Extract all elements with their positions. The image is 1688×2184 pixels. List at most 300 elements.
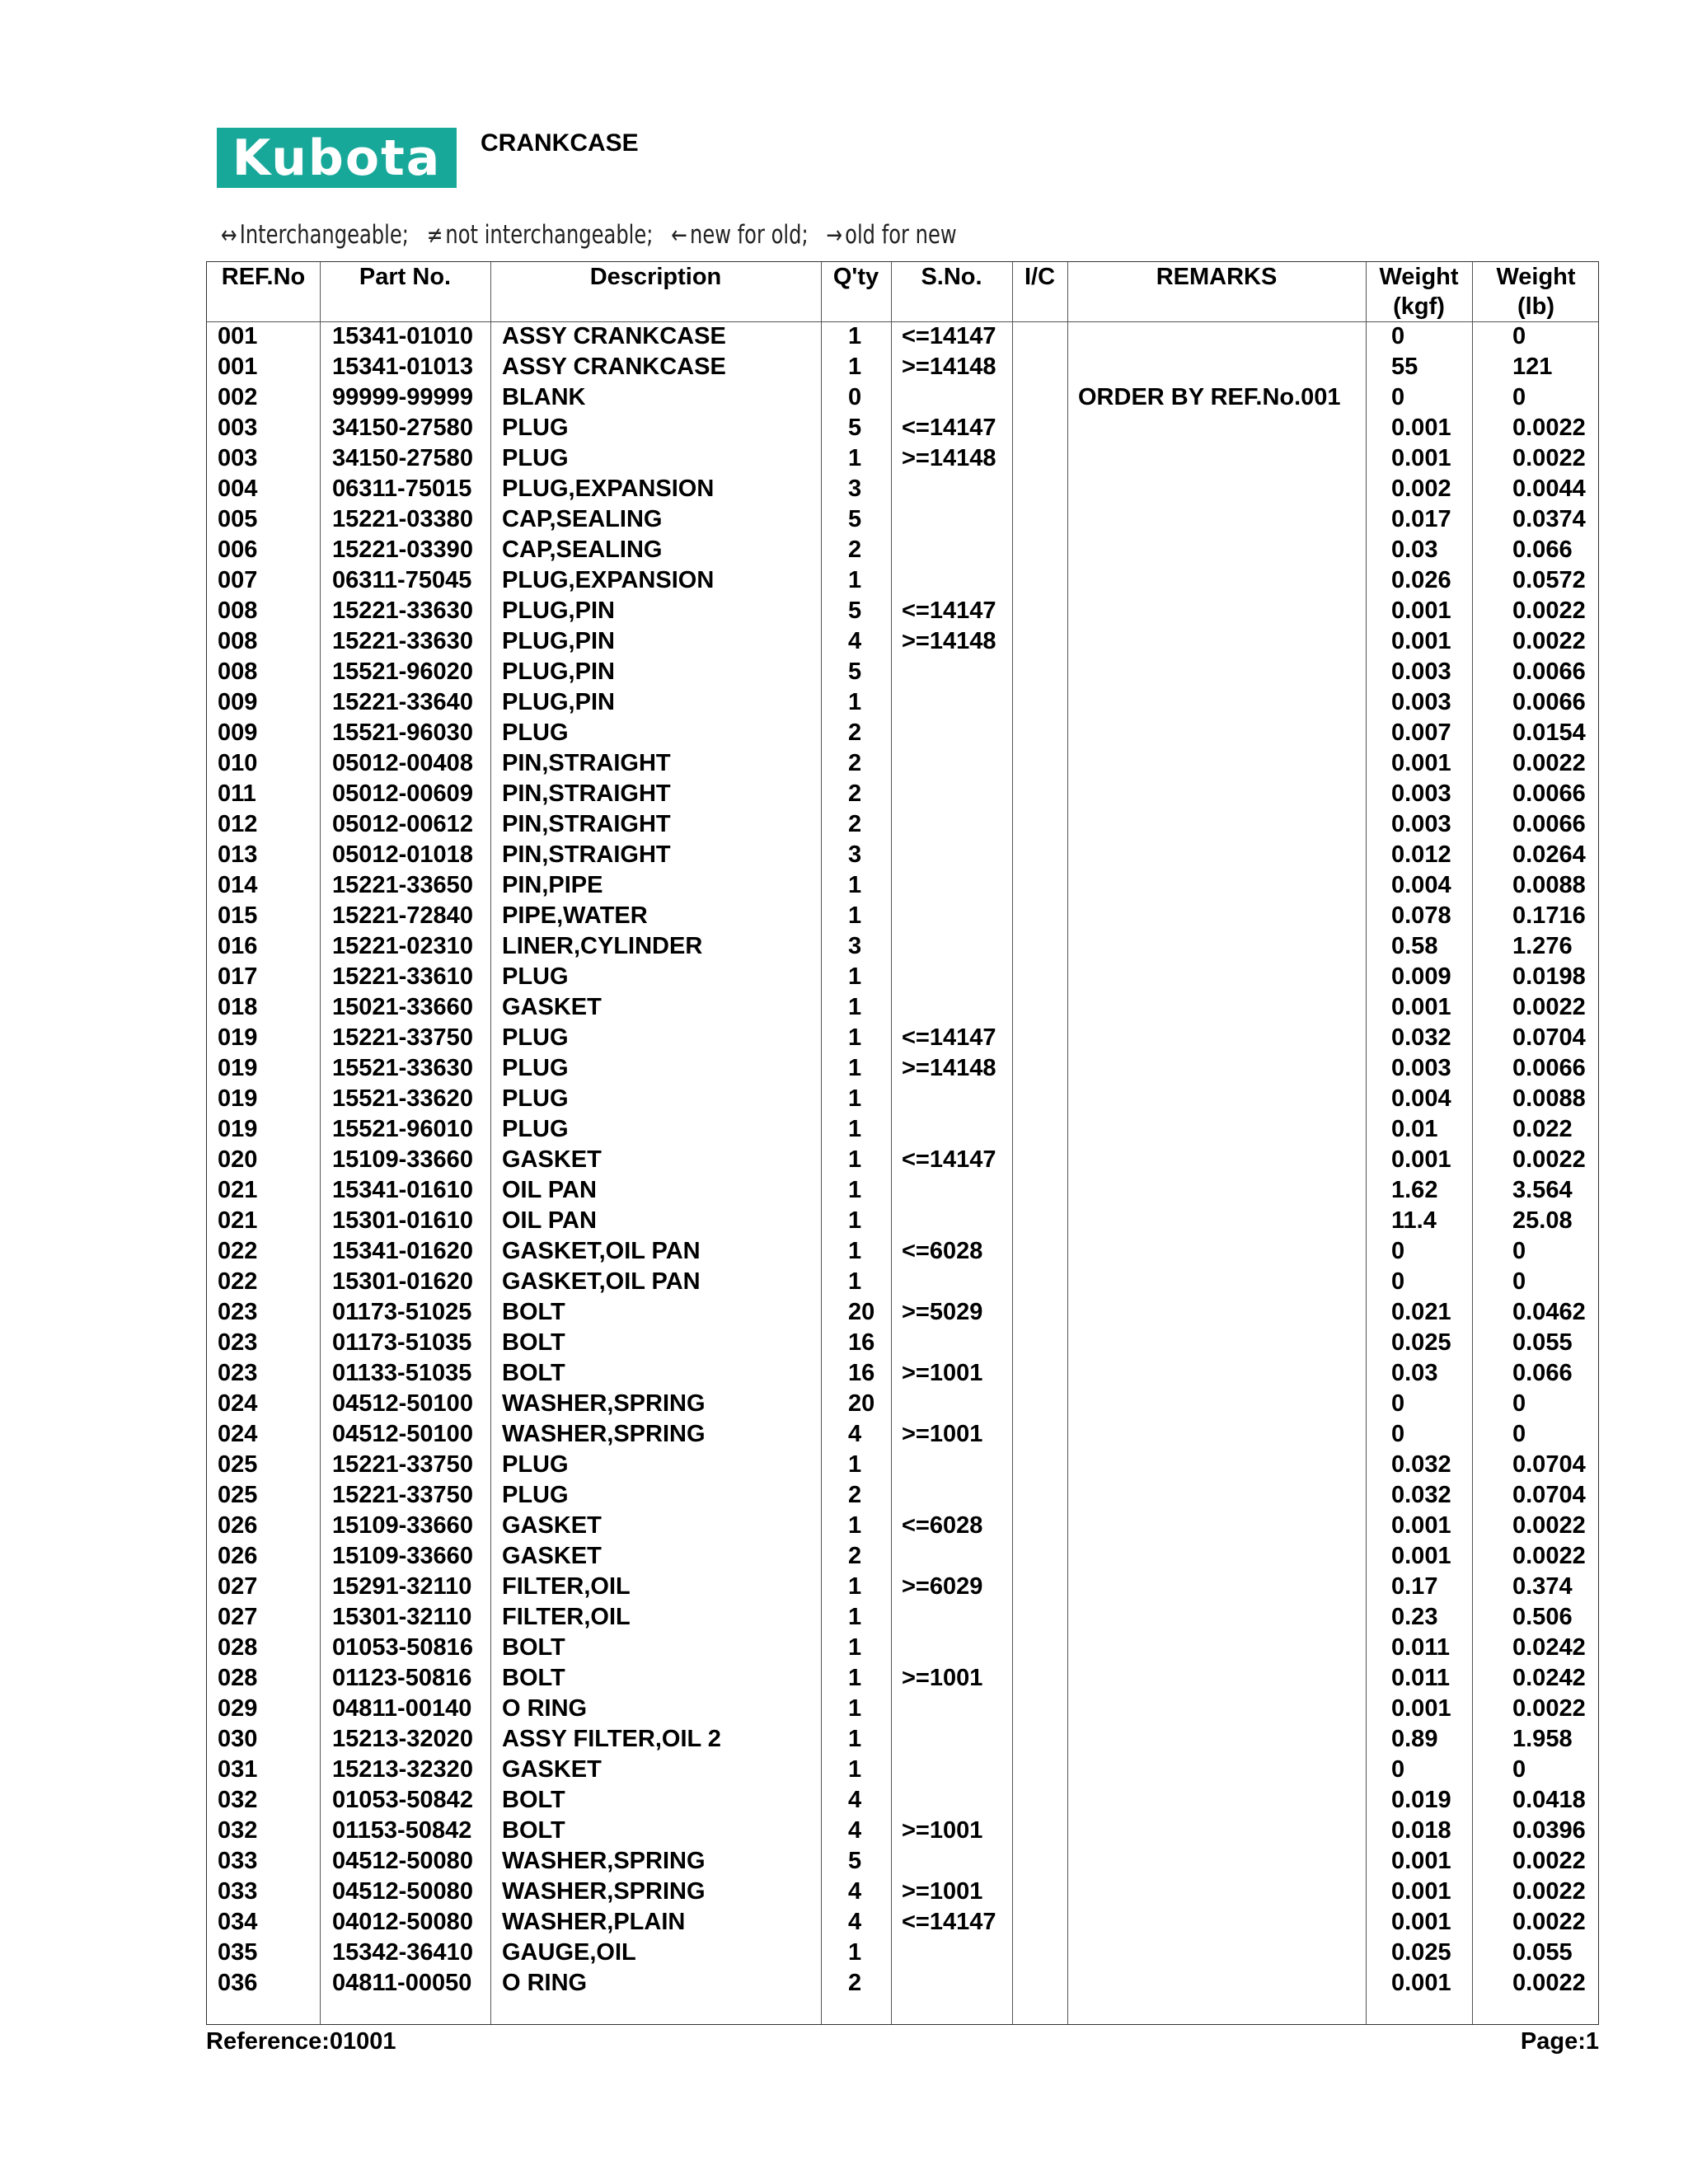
cell-weight-kgf: 0 — [1391, 384, 1405, 410]
cell-weight-kgf: 0.003 — [1391, 689, 1451, 715]
cell-weight-kgf: 0.001 — [1391, 1878, 1451, 1905]
cell-serial-no: >=1001 — [902, 1878, 983, 1905]
table-row — [207, 809, 1598, 840]
cell-weight-lb: 0.0396 — [1512, 1817, 1586, 1844]
cell-weight-lb: 121 — [1512, 354, 1553, 380]
cell-weight-kgf: 0.032 — [1391, 1024, 1451, 1051]
cell-weight-lb: 0.0022 — [1512, 1543, 1586, 1569]
cell-part-no: 15021-33660 — [332, 994, 473, 1020]
cell-description: BLANK — [502, 384, 586, 410]
cell-serial-no: <=14147 — [902, 323, 996, 349]
table-row — [207, 443, 1598, 474]
cell-weight-kgf: 0.89 — [1391, 1726, 1438, 1752]
table-row — [207, 992, 1598, 1023]
cell-part-no: 15301-01610 — [332, 1207, 473, 1234]
left-arrow-icon: ← — [671, 221, 687, 250]
cell-description: PLUG,PIN — [502, 598, 615, 624]
cell-description: PLUG — [502, 1024, 569, 1051]
cell-part-no: 05012-00612 — [332, 811, 473, 837]
cell-quantity: 20 — [848, 1390, 875, 1417]
cell-weight-lb: 0 — [1512, 323, 1526, 349]
cell-description: BOLT — [502, 1360, 565, 1386]
right-arrow-icon: → — [826, 221, 843, 250]
cell-description: PLUG,PIN — [502, 658, 615, 685]
two-way-arrow-icon: ↔ — [221, 221, 237, 250]
cell-description: ASSY FILTER,OIL 2 — [502, 1726, 721, 1752]
cell-serial-no: >=14148 — [902, 445, 996, 471]
cell-part-no: 15221-03390 — [332, 537, 473, 563]
cell-part-no: 15221-72840 — [332, 902, 473, 929]
cell-description: GASKET,OIL PAN — [502, 1238, 701, 1264]
cell-quantity: 1 — [848, 1726, 862, 1752]
cell-weight-kgf: 0 — [1391, 1756, 1405, 1783]
table-row — [207, 504, 1598, 535]
cell-weight-lb: 0.0022 — [1512, 1512, 1586, 1539]
cell-part-no: 04512-50080 — [332, 1878, 473, 1905]
table-row — [207, 687, 1598, 718]
cell-quantity: 2 — [848, 811, 862, 837]
cell-quantity: 2 — [848, 750, 862, 776]
cell-description: GASKET — [502, 1146, 602, 1173]
cell-description: PIN,PIPE — [502, 872, 603, 898]
header-part-no: Part No. — [359, 264, 452, 290]
cell-weight-lb: 0.1716 — [1512, 902, 1586, 929]
cell-ref-no: 024 — [218, 1421, 258, 1447]
cell-weight-lb: 0.0088 — [1512, 872, 1586, 898]
cell-ref-no: 014 — [218, 872, 258, 898]
cell-quantity: 5 — [848, 415, 862, 441]
cell-ref-no: 016 — [218, 933, 258, 959]
table-row — [207, 1145, 1598, 1175]
cell-quantity: 4 — [848, 1787, 862, 1813]
cell-weight-lb: 0.066 — [1512, 537, 1573, 563]
cell-weight-lb: 0.0704 — [1512, 1482, 1586, 1508]
cell-weight-kgf: 0.001 — [1391, 598, 1451, 624]
cell-weight-kgf: 0.003 — [1391, 1055, 1451, 1081]
cell-quantity: 1 — [848, 994, 862, 1020]
cell-description: WASHER,SPRING — [502, 1848, 706, 1874]
cell-ref-no: 033 — [218, 1878, 258, 1905]
cell-description: FILTER,OIL — [502, 1573, 631, 1600]
table-row — [207, 626, 1598, 657]
cell-ref-no: 019 — [218, 1055, 258, 1081]
cell-description: WASHER,SPRING — [502, 1878, 706, 1905]
cell-weight-kgf: 0.001 — [1391, 1695, 1451, 1722]
table-row — [207, 1480, 1598, 1511]
legend-not-interchangeable: ≠ not interchangeable; — [426, 220, 654, 250]
table-row — [207, 1419, 1598, 1450]
cell-part-no: 05012-00408 — [332, 750, 473, 776]
table-row — [207, 1724, 1598, 1755]
cell-weight-kgf: 0.004 — [1391, 1085, 1451, 1112]
cell-weight-kgf: 0.001 — [1391, 1970, 1451, 1996]
cell-description: PLUG — [502, 1482, 569, 1508]
table-row — [207, 1846, 1598, 1877]
cell-weight-kgf: 0 — [1391, 1390, 1405, 1417]
table-row — [207, 748, 1598, 779]
cell-ref-no: 007 — [218, 567, 258, 593]
cell-serial-no: >=5029 — [902, 1299, 983, 1325]
cell-part-no: 15213-32020 — [332, 1726, 473, 1752]
cell-ref-no: 022 — [218, 1238, 258, 1264]
interchangeability-legend — [221, 218, 974, 251]
cell-weight-lb: 0.0066 — [1512, 1055, 1586, 1081]
cell-weight-lb: 0.0022 — [1512, 1909, 1586, 1935]
cell-ref-no: 028 — [218, 1665, 258, 1691]
cell-part-no: 15341-01013 — [332, 354, 473, 380]
table-row — [207, 413, 1598, 443]
cell-quantity: 1 — [848, 445, 862, 471]
cell-part-no: 15341-01010 — [332, 323, 473, 349]
table-row — [207, 321, 1598, 352]
cell-weight-kgf: 0.001 — [1391, 1512, 1451, 1539]
cell-weight-kgf: 0.004 — [1391, 872, 1451, 898]
cell-ref-no: 030 — [218, 1726, 258, 1752]
table-row — [207, 474, 1598, 504]
cell-description: CAP,SEALING — [502, 537, 663, 563]
cell-quantity: 1 — [848, 1024, 862, 1051]
table-row — [207, 901, 1598, 931]
cell-quantity: 1 — [848, 1238, 862, 1264]
cell-description: WASHER,SPRING — [502, 1421, 706, 1447]
cell-weight-lb: 0.055 — [1512, 1939, 1573, 1966]
cell-quantity: 2 — [848, 1970, 862, 1996]
cell-weight-kgf: 0.011 — [1391, 1665, 1450, 1691]
cell-weight-kgf: 0.025 — [1391, 1329, 1451, 1356]
cell-description: GASKET — [502, 1543, 602, 1569]
cell-serial-no: <=6028 — [902, 1238, 983, 1264]
cell-weight-kgf: 0.003 — [1391, 658, 1451, 685]
cell-part-no: 01053-50816 — [332, 1634, 473, 1661]
cell-weight-lb: 0 — [1512, 1421, 1526, 1447]
cell-weight-kgf: 0.01 — [1391, 1116, 1438, 1142]
cell-part-no: 15221-33750 — [332, 1451, 473, 1478]
cell-weight-lb: 0.0022 — [1512, 1878, 1586, 1905]
cell-weight-kgf: 0.001 — [1391, 1146, 1451, 1173]
cell-weight-kgf: 0.03 — [1391, 537, 1438, 563]
cell-weight-lb: 0.055 — [1512, 1329, 1573, 1356]
table-row — [207, 779, 1598, 809]
cell-quantity: 1 — [848, 1268, 862, 1295]
cell-description: PLUG,EXPANSION — [502, 567, 715, 593]
cell-part-no: 05012-01018 — [332, 841, 473, 868]
table-row — [207, 1297, 1598, 1328]
table-row — [207, 1389, 1598, 1419]
cell-ref-no: 003 — [218, 415, 258, 441]
cell-description: WASHER,PLAIN — [502, 1909, 686, 1935]
table-row — [207, 1907, 1598, 1938]
cell-description: PLUG — [502, 1451, 569, 1478]
cell-ref-no: 004 — [218, 476, 258, 502]
cell-ref-no: 035 — [218, 1939, 258, 1966]
cell-quantity: 5 — [848, 1848, 862, 1874]
cell-quantity: 1 — [848, 689, 862, 715]
cell-part-no: 15221-33750 — [332, 1024, 473, 1051]
parts-table — [206, 261, 1599, 2025]
cell-description: PLUG — [502, 445, 569, 471]
cell-weight-kgf: 0.58 — [1391, 933, 1438, 959]
cell-ref-no: 023 — [218, 1329, 258, 1356]
cell-ref-no: 008 — [218, 628, 258, 654]
cell-quantity: 1 — [848, 1451, 862, 1478]
cell-weight-lb: 0.0704 — [1512, 1024, 1586, 1051]
cell-quantity: 2 — [848, 780, 862, 807]
cell-part-no: 34150-27580 — [332, 415, 473, 441]
cell-weight-lb: 0 — [1512, 1756, 1526, 1783]
cell-ref-no: 001 — [218, 323, 258, 349]
cell-serial-no: <=6028 — [902, 1512, 983, 1539]
cell-quantity: 4 — [848, 1421, 862, 1447]
cell-description: PIN,STRAIGHT — [502, 811, 671, 837]
cell-part-no: 04512-50100 — [332, 1421, 473, 1447]
cell-weight-lb: 0 — [1512, 384, 1526, 410]
cell-ref-no: 031 — [218, 1756, 258, 1783]
cell-part-no: 05012-00609 — [332, 780, 473, 807]
cell-serial-no: <=14147 — [902, 1909, 996, 1935]
cell-quantity: 5 — [848, 506, 862, 532]
cell-quantity: 2 — [848, 719, 862, 746]
cell-description: OIL PAN — [502, 1207, 597, 1234]
table-row — [207, 1267, 1598, 1297]
cell-ref-no: 019 — [218, 1085, 258, 1112]
cell-quantity: 1 — [848, 1055, 862, 1081]
cell-ref-no: 024 — [218, 1390, 258, 1417]
cell-ref-no: 021 — [218, 1207, 258, 1234]
cell-quantity: 2 — [848, 1482, 862, 1508]
cell-description: BOLT — [502, 1665, 565, 1691]
cell-weight-lb: 0.022 — [1512, 1116, 1573, 1142]
logo-text: Kubota — [232, 129, 442, 187]
table-row — [207, 1023, 1598, 1053]
cell-quantity: 16 — [848, 1329, 875, 1356]
cell-weight-lb: 0.0242 — [1512, 1665, 1586, 1691]
cell-quantity: 3 — [848, 476, 862, 502]
cell-description: ASSY CRANKCASE — [502, 354, 726, 380]
cell-part-no: 15221-33750 — [332, 1482, 473, 1508]
cell-description: PLUG — [502, 719, 569, 746]
table-row — [207, 1602, 1598, 1633]
cell-ref-no: 017 — [218, 963, 258, 990]
table-row — [207, 565, 1598, 596]
cell-part-no: 01123-50816 — [332, 1665, 472, 1691]
cell-part-no: 15221-33640 — [332, 689, 473, 715]
cell-quantity: 1 — [848, 1512, 862, 1539]
table-row — [207, 1785, 1598, 1816]
cell-description: PLUG — [502, 963, 569, 990]
cell-part-no: 15109-33660 — [332, 1543, 473, 1569]
cell-ref-no: 028 — [218, 1634, 258, 1661]
cell-description: GASKET — [502, 1756, 602, 1783]
cell-weight-kgf: 0 — [1391, 323, 1405, 349]
cell-weight-lb: 0.066 — [1512, 1360, 1573, 1386]
cell-ref-no: 027 — [218, 1604, 258, 1630]
cell-serial-no: <=14147 — [902, 415, 996, 441]
cell-weight-kgf: 0.032 — [1391, 1451, 1451, 1478]
cell-serial-no: <=14147 — [902, 1146, 996, 1173]
cell-serial-no: >=6029 — [902, 1573, 983, 1600]
table-row — [207, 1663, 1598, 1694]
cell-quantity: 1 — [848, 1604, 862, 1630]
header-remarks: REMARKS — [1156, 264, 1278, 290]
cell-weight-kgf: 0.017 — [1391, 506, 1451, 532]
table-row — [207, 1358, 1598, 1389]
table-row — [207, 1694, 1598, 1724]
table-row — [207, 1328, 1598, 1358]
header-weight-kgf: Weight (kgf) — [1379, 264, 1459, 320]
cell-part-no: 15291-32110 — [332, 1573, 472, 1600]
cell-ref-no: 015 — [218, 902, 258, 929]
cell-weight-kgf: 0.021 — [1391, 1299, 1451, 1325]
table-row — [207, 1053, 1598, 1084]
header-description: Description — [589, 264, 722, 290]
cell-ref-no: 010 — [218, 750, 258, 776]
legend-old-for-new: → old for new — [826, 220, 957, 250]
not-equal-icon: ≠ — [426, 221, 443, 250]
cell-weight-kgf: 0.17 — [1391, 1573, 1438, 1600]
table-row — [207, 1236, 1598, 1267]
cell-description: ASSY CRANKCASE — [502, 323, 726, 349]
cell-weight-lb: 1.276 — [1512, 933, 1573, 959]
cell-weight-lb: 0.0022 — [1512, 628, 1586, 654]
table-row — [207, 1084, 1598, 1114]
kubota-logo — [217, 128, 457, 188]
cell-ref-no: 032 — [218, 1817, 258, 1844]
cell-description: PLUG,PIN — [502, 689, 615, 715]
cell-weight-kgf: 0.001 — [1391, 750, 1451, 776]
cell-ref-no: 032 — [218, 1787, 258, 1813]
cell-weight-lb: 0.506 — [1512, 1604, 1573, 1630]
cell-ref-no: 026 — [218, 1512, 258, 1539]
table-row — [207, 1114, 1598, 1145]
cell-weight-lb: 0.0704 — [1512, 1451, 1586, 1478]
cell-weight-lb: 0.0022 — [1512, 445, 1586, 471]
table-row — [207, 1572, 1598, 1602]
cell-remarks: ORDER BY REF.No.001 — [1078, 384, 1341, 410]
cell-quantity: 4 — [848, 628, 862, 654]
cell-weight-lb: 0.0198 — [1512, 963, 1586, 990]
cell-part-no: 15221-33630 — [332, 628, 473, 654]
cell-description: BOLT — [502, 1299, 565, 1325]
cell-weight-lb: 0.0066 — [1512, 811, 1586, 837]
cell-part-no: 15341-01610 — [332, 1177, 473, 1203]
cell-description: GASKET,OIL PAN — [502, 1268, 701, 1295]
cell-weight-kgf: 0.007 — [1391, 719, 1451, 746]
cell-quantity: 1 — [848, 567, 862, 593]
table-row — [207, 1877, 1598, 1907]
cell-weight-lb: 1.958 — [1512, 1726, 1573, 1752]
cell-weight-lb: 0.0022 — [1512, 1146, 1586, 1173]
legend-new-for-old: ← new for old; — [671, 220, 809, 250]
table-row — [207, 870, 1598, 901]
cell-weight-kgf: 1.62 — [1391, 1177, 1438, 1203]
cell-ref-no: 005 — [218, 506, 258, 532]
cell-ref-no: 019 — [218, 1116, 258, 1142]
cell-serial-no: >=1001 — [902, 1817, 983, 1844]
cell-weight-lb: 0.0374 — [1512, 506, 1586, 532]
cell-weight-kgf: 0.001 — [1391, 1543, 1451, 1569]
cell-weight-lb: 0.0022 — [1512, 1848, 1586, 1874]
cell-part-no: 15521-96030 — [332, 719, 473, 746]
cell-description: GASKET — [502, 1512, 602, 1539]
cell-part-no: 04811-00050 — [332, 1970, 472, 1996]
cell-weight-kgf: 0.019 — [1391, 1787, 1451, 1813]
cell-part-no: 15109-33660 — [332, 1512, 473, 1539]
cell-weight-lb: 0 — [1512, 1238, 1526, 1264]
cell-description: LINER,CYLINDER — [502, 933, 703, 959]
cell-weight-kgf: 0.009 — [1391, 963, 1451, 990]
cell-weight-kgf: 0.001 — [1391, 994, 1451, 1020]
table-row — [207, 1816, 1598, 1846]
cell-part-no: 99999-99999 — [332, 384, 473, 410]
cell-description: GAUGE,OIL — [502, 1939, 636, 1966]
cell-quantity: 1 — [848, 1665, 862, 1691]
cell-description: PIPE,WATER — [502, 902, 648, 929]
table-row — [207, 931, 1598, 962]
cell-weight-lb: 0.0022 — [1512, 750, 1586, 776]
cell-ref-no: 023 — [218, 1360, 258, 1386]
cell-ref-no: 027 — [218, 1573, 258, 1600]
table-row — [207, 1450, 1598, 1480]
cell-weight-lb: 0.0264 — [1512, 841, 1586, 868]
table-row — [207, 1755, 1598, 1785]
cell-weight-kgf: 0 — [1391, 1268, 1405, 1295]
cell-weight-kgf: 0.011 — [1391, 1634, 1450, 1661]
cell-weight-kgf: 0.03 — [1391, 1360, 1438, 1386]
cell-ref-no: 029 — [218, 1695, 258, 1722]
cell-ref-no: 022 — [218, 1268, 258, 1295]
cell-ref-no: 019 — [218, 1024, 258, 1051]
cell-ref-no: 033 — [218, 1848, 258, 1874]
cell-quantity: 1 — [848, 1695, 862, 1722]
cell-part-no: 15341-01620 — [332, 1238, 473, 1264]
cell-part-no: 04512-50080 — [332, 1848, 473, 1874]
cell-weight-kgf: 0 — [1391, 1238, 1405, 1264]
cell-description: BOLT — [502, 1329, 565, 1356]
cell-weight-kgf: 0.078 — [1391, 902, 1451, 929]
cell-serial-no: >=1001 — [902, 1360, 983, 1386]
cell-weight-lb: 0.0066 — [1512, 689, 1586, 715]
table-row — [207, 1633, 1598, 1663]
cell-ref-no: 008 — [218, 658, 258, 685]
cell-serial-no: >=14148 — [902, 628, 996, 654]
cell-quantity: 4 — [848, 1909, 862, 1935]
cell-weight-lb: 0.0022 — [1512, 994, 1586, 1020]
cell-part-no: 06311-75045 — [332, 567, 472, 593]
cell-quantity: 1 — [848, 1573, 862, 1600]
cell-ref-no: 009 — [218, 719, 258, 746]
cell-quantity: 1 — [848, 323, 862, 349]
cell-part-no: 15301-32110 — [332, 1604, 472, 1630]
cell-description: O RING — [502, 1970, 588, 1996]
cell-weight-lb: 0 — [1512, 1390, 1526, 1417]
cell-weight-kgf: 0.003 — [1391, 811, 1451, 837]
table-row — [207, 1511, 1598, 1541]
table-row — [207, 1968, 1598, 1999]
cell-description: PLUG — [502, 1085, 569, 1112]
cell-part-no: 01133-51035 — [332, 1360, 472, 1386]
cell-part-no: 15213-32320 — [332, 1756, 473, 1783]
cell-quantity: 5 — [848, 598, 862, 624]
cell-ref-no: 025 — [218, 1451, 258, 1478]
cell-ref-no: 021 — [218, 1177, 258, 1203]
cell-weight-lb: 0.0572 — [1512, 567, 1586, 593]
cell-weight-kgf: 0.001 — [1391, 1909, 1451, 1935]
cell-weight-kgf: 0 — [1391, 1421, 1405, 1447]
cell-quantity: 3 — [848, 933, 862, 959]
cell-ref-no: 026 — [218, 1543, 258, 1569]
cell-weight-lb: 0.0022 — [1512, 598, 1586, 624]
cell-ref-no: 003 — [218, 445, 258, 471]
